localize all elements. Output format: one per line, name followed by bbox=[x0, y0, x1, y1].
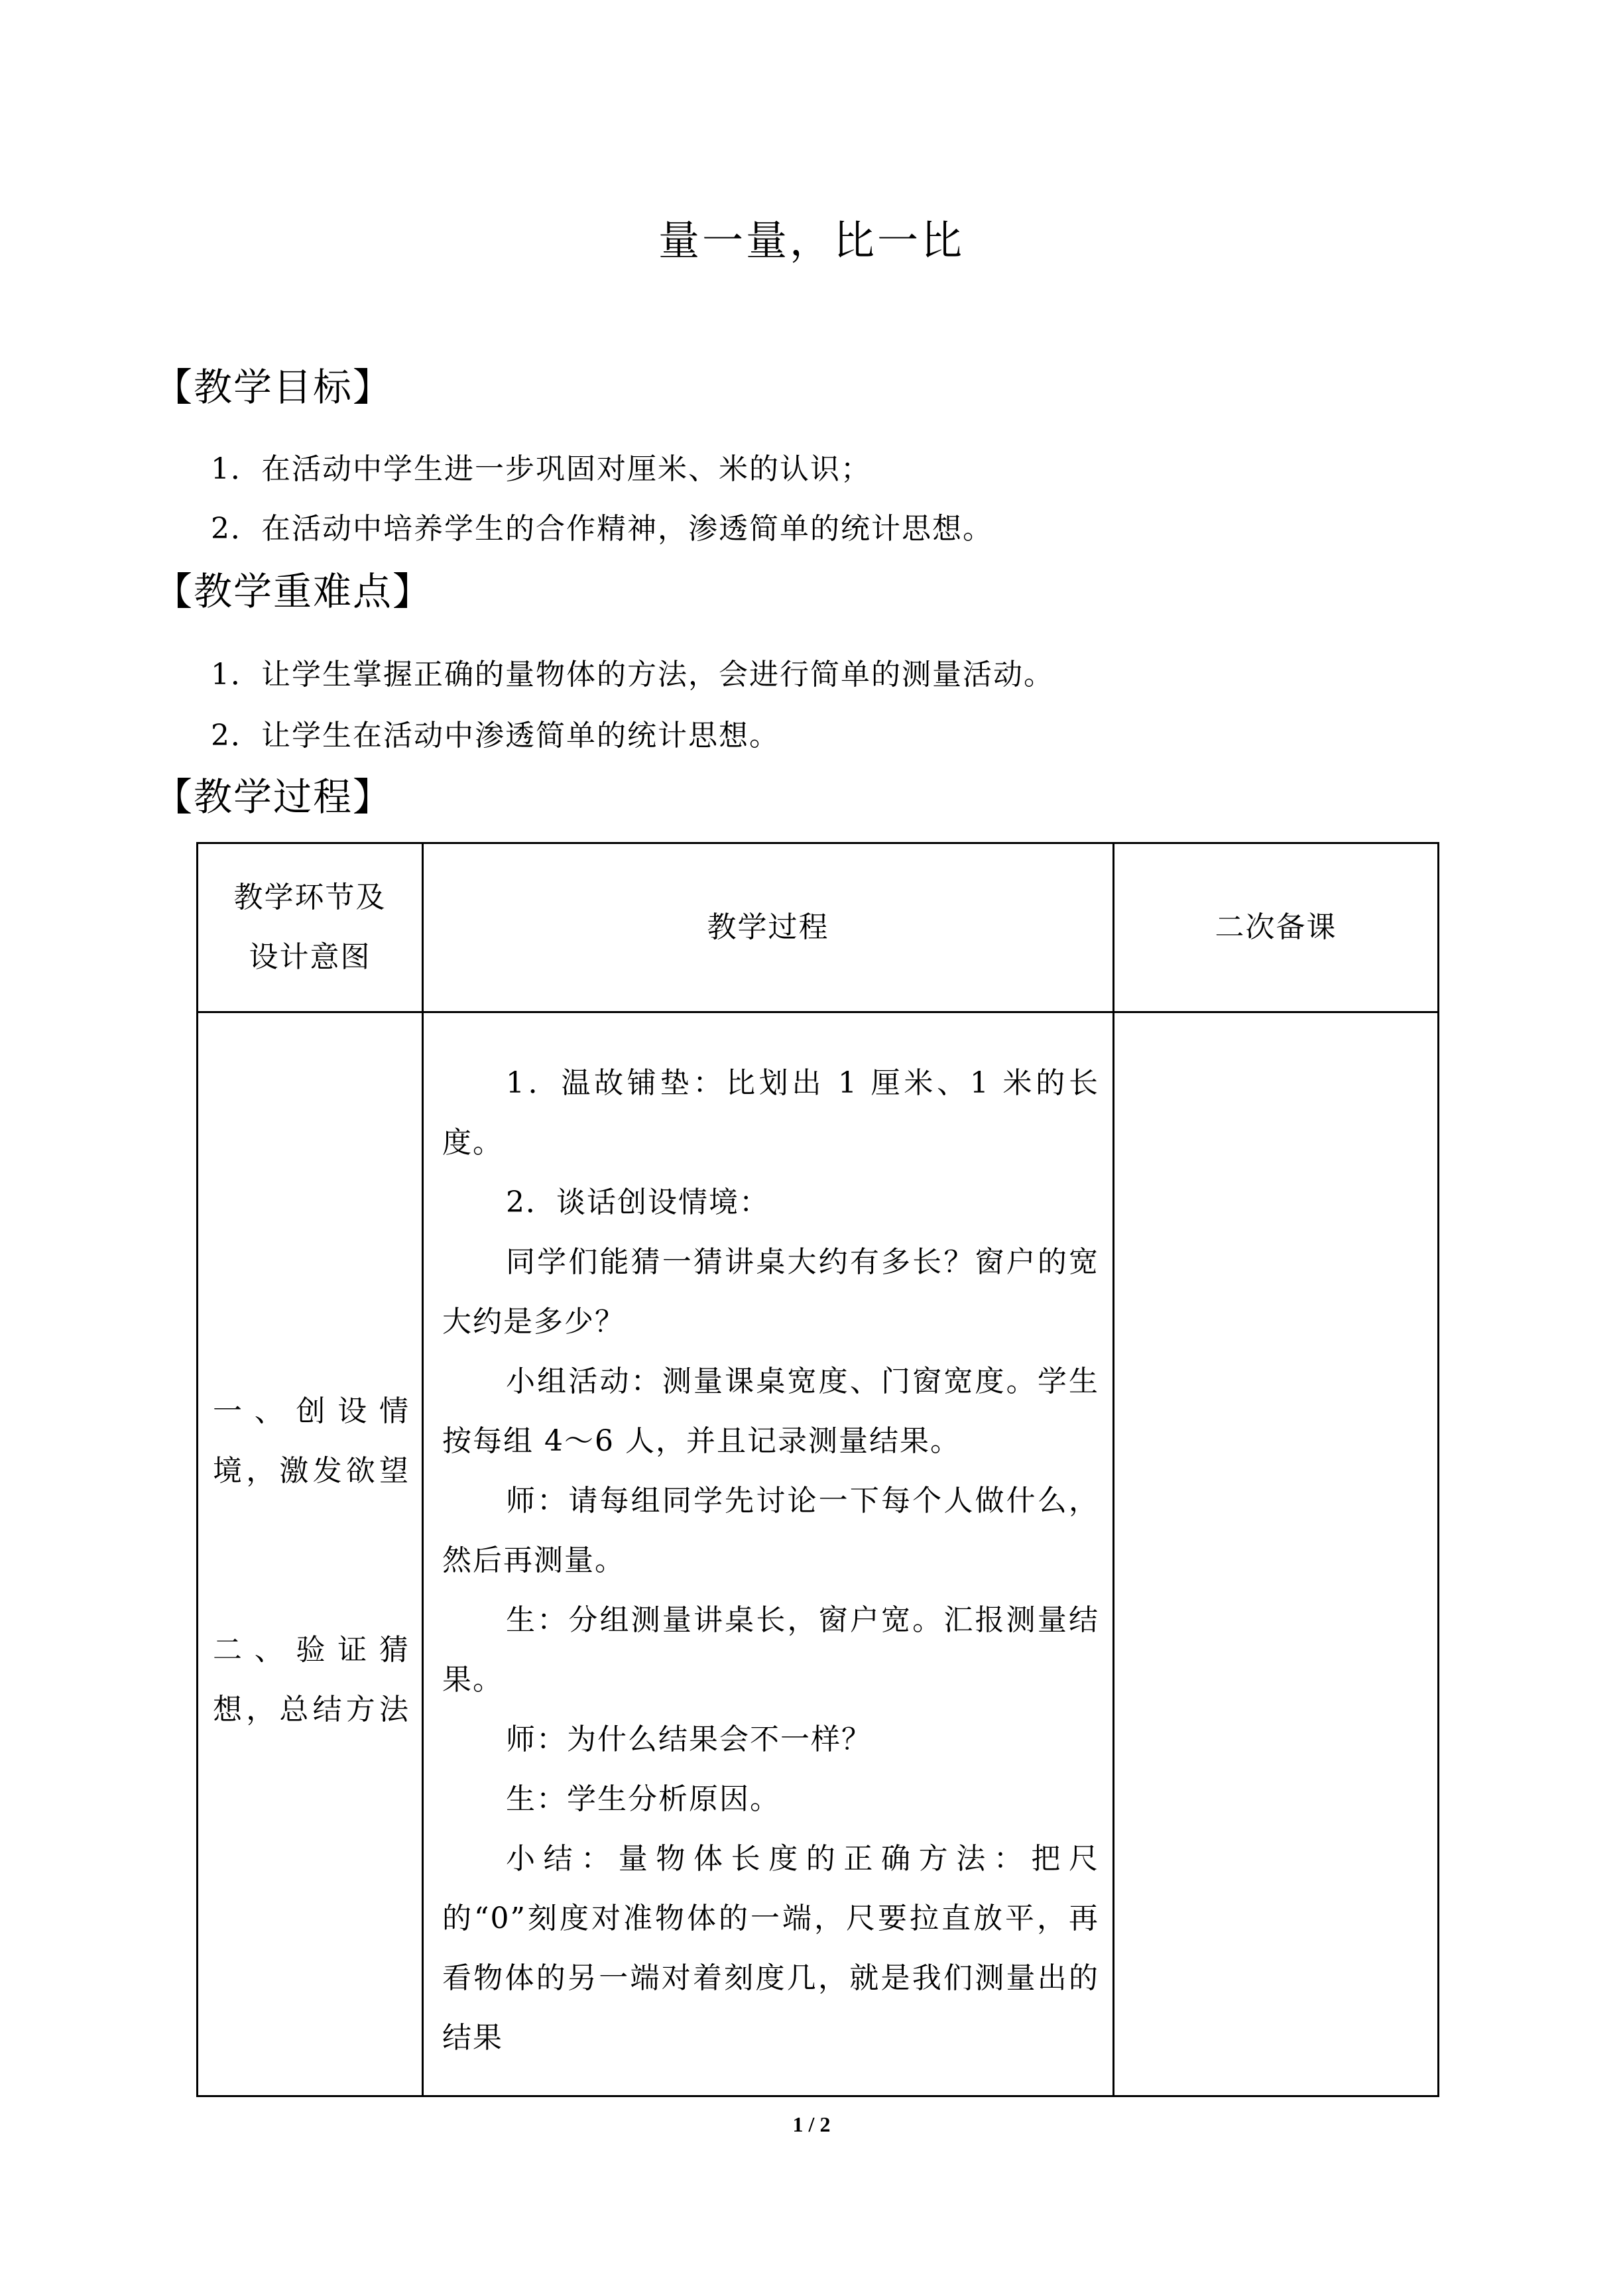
process-paragraph-3: 同学们能猜一猜讲桌大约有多长？窗户的宽大约是多少？ bbox=[442, 1245, 1099, 1339]
process-paragraph-1: 1．温故铺垫：比划出 1 厘米、1 米的长度。 bbox=[442, 1066, 1099, 1160]
objective-item-2: 2．在活动中培养学生的合作精神，渗透简单的统计思想。 bbox=[211, 512, 993, 546]
notes-cell bbox=[1114, 1012, 1439, 2096]
stage-2-line1: 二、验证猜 bbox=[213, 1633, 410, 1667]
process-paragraph-2: 2．谈话创设情境： bbox=[506, 1185, 770, 1219]
header-process: 教学过程 bbox=[423, 843, 1114, 1012]
process-heading: 【教学过程】 bbox=[154, 774, 393, 819]
objective-item-1: 1．在活动中学生进一步巩固对厘米、米的认识； bbox=[211, 452, 871, 486]
process-paragraph-8: 生：学生分析原因。 bbox=[506, 1782, 780, 1816]
stage-2-line2: 想，总结方法 bbox=[213, 1693, 410, 1726]
header-notes: 二次备课 bbox=[1114, 843, 1439, 1012]
process-paragraph-6: 生：分组测量讲桌长，窗户宽。汇报测量结果。 bbox=[442, 1603, 1099, 1697]
process-paragraph-9: 小结：量物体长度的正确方法：把尺的“0”刻度对准物体的一端，尺要拉直放平，再看物体的另一端对着刻度几，就是我们测量出的结果 bbox=[442, 1842, 1099, 2055]
process-paragraph-5: 师：请每组同学先讨论一下每个人做什么，然后再测量。 bbox=[442, 1484, 1099, 1577]
table-row bbox=[198, 1012, 1439, 2096]
table-header-row bbox=[198, 843, 1439, 1012]
process-cell bbox=[423, 1012, 1114, 2096]
objectives-heading: 【教学目标】 bbox=[154, 365, 393, 410]
header-stage bbox=[198, 843, 423, 1012]
key-points-heading: 【教学重难点】 bbox=[154, 569, 433, 614]
teaching-process-table bbox=[196, 842, 1439, 2097]
process-paragraph-4: 小组活动：测量课桌宽度、门窗宽度。学生按每组 4～6 人，并且记录测量结果。 bbox=[442, 1364, 1099, 1458]
key-point-item-2: 2．让学生在活动中渗透简单的统计思想。 bbox=[211, 719, 780, 753]
document-title: 量一量，比一比 bbox=[658, 216, 965, 265]
stage-1-line2: 境，激发欲望 bbox=[213, 1454, 410, 1488]
header-stage-line2: 设计意图 bbox=[249, 940, 371, 974]
header-stage-line1: 教学环节及 bbox=[233, 880, 387, 914]
process-paragraph-7: 师：为什么结果会不一样？ bbox=[506, 1722, 872, 1756]
page-number: 1 / 2 bbox=[792, 2112, 831, 2136]
stage-1-line1: 一、创设情 bbox=[213, 1394, 410, 1428]
key-point-item-1: 1．让学生掌握正确的量物体的方法，会进行简单的测量活动。 bbox=[211, 658, 1054, 692]
stage-cell bbox=[198, 1012, 423, 2096]
